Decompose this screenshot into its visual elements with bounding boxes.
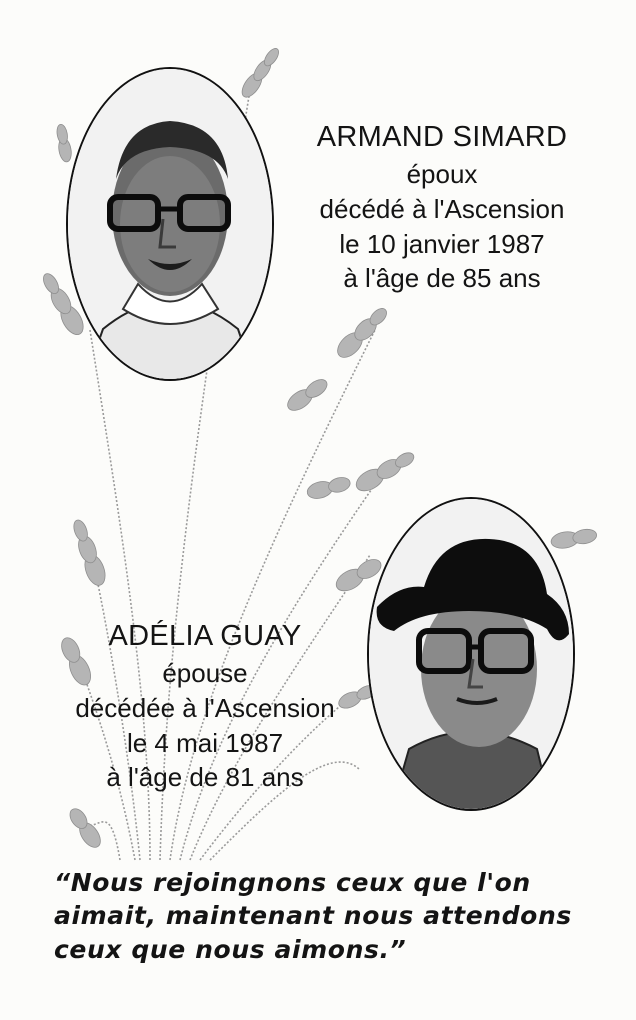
portrait-armand xyxy=(66,67,274,381)
person2-death-date: le 4 mai 1987 xyxy=(126,727,284,758)
memorial-quote xyxy=(54,866,574,966)
woman-portrait-icon xyxy=(369,499,573,809)
person2-info xyxy=(40,617,370,795)
person1-death-place: décédé à l'Ascension xyxy=(319,193,565,224)
man-portrait-icon xyxy=(68,69,272,379)
quote-line-2: aimait, maintenant nous attendons xyxy=(54,901,572,931)
quote-line-1: “Nous rejoingnons ceux que l'on xyxy=(54,868,531,897)
person1-age: à l'âge de 85 ans xyxy=(343,263,541,294)
quote-line-3: ceux que nous aimons.” xyxy=(54,934,407,964)
person2-death-place: décédée à l'Ascension xyxy=(75,692,335,723)
person2-name: ADÉLIA GUAY xyxy=(108,620,302,652)
person1-name: ARMAND SIMARD xyxy=(316,121,568,153)
person1-death-date: le 10 janvier 1987 xyxy=(339,228,545,259)
person1-role: époux xyxy=(406,158,478,189)
person2-age: à l'âge de 81 ans xyxy=(106,762,304,793)
person1-info xyxy=(282,118,602,296)
person2-role: épouse xyxy=(162,657,248,688)
portrait-adelia xyxy=(367,497,575,811)
